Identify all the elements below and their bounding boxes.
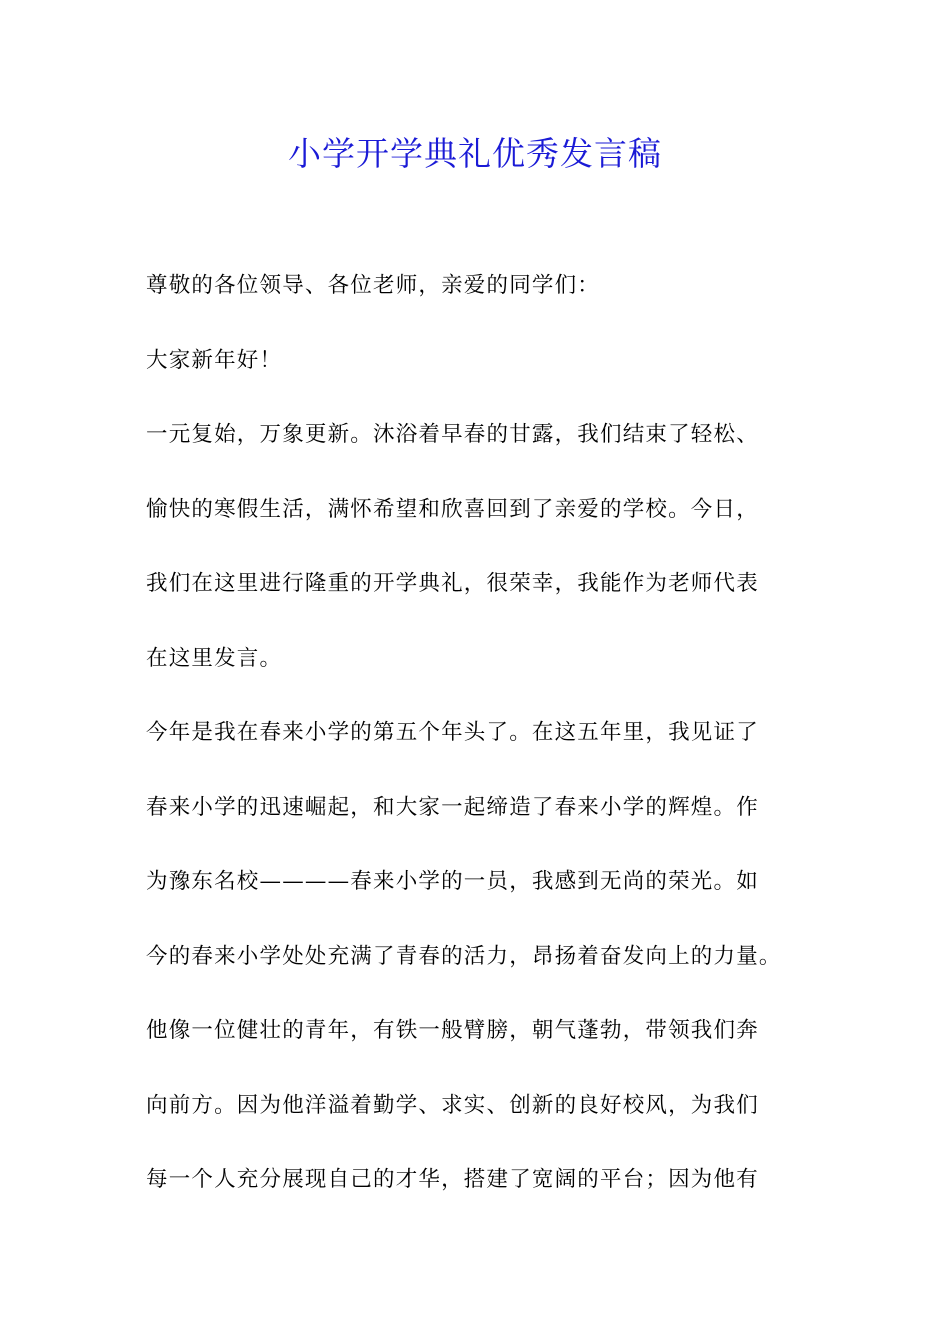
text-line: 他像一位健壮的青年，有铁一般臂膀，朝气蓬勃，带领我们奔	[146, 1018, 759, 1043]
text-line: 今年是我在春来小学的第五个年头了。在这五年里，我见证了	[146, 720, 759, 745]
text-line: 向前方。因为他洋溢着勤学、求实、创新的良好校风，为我们	[146, 1092, 759, 1118]
text-line: 一元复始，万象更新。沐浴着早春的甘露，我们结束了轻松、	[146, 422, 759, 447]
text-line: 在这里发言。	[146, 645, 283, 671]
document-body	[146, 262, 836, 1231]
text-line: 大家新年好！	[146, 347, 283, 373]
text-line: 春来小学的迅速崛起，和大家一起缔造了春来小学的辉煌。作	[146, 794, 759, 820]
text-line: 每一个人充分展现自己的才华，搭建了宽阔的平台；因为他有	[146, 1167, 759, 1192]
text-line: 为豫东名校————春来小学的一员，我感到无尚的荣光。如	[146, 869, 759, 894]
text-line: 今的春来小学处处充满了青春的活力，昂扬着奋发向上的力量。	[146, 943, 782, 969]
text-line: 我们在这里进行隆重的开学典礼，很荣幸，我能作为老师代表	[146, 571, 759, 596]
text-line: 愉快的寒假生活，满怀希望和欣喜回到了亲爱的学校。今日，	[146, 496, 759, 522]
document-title: 小学开学典礼优秀发言稿	[288, 134, 662, 173]
text-line: 尊敬的各位领导、各位老师，亲爱的同学们：	[146, 273, 601, 298]
